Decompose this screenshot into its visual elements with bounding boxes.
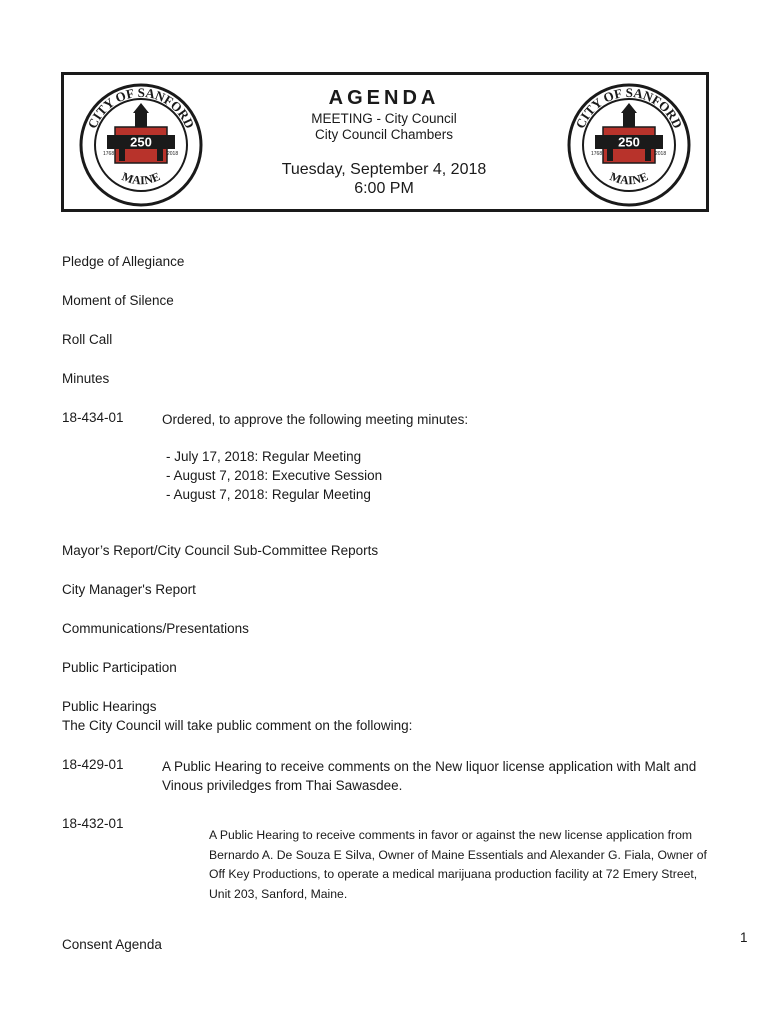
city-seal-left	[79, 83, 203, 207]
minutes-subitem: - August 7, 2018: Executive Session	[166, 468, 383, 483]
meeting-location: City Council Chambers	[314, 127, 454, 142]
city-seal-right	[567, 83, 691, 207]
seal-top-text: CITY OF SANFORD	[84, 84, 198, 131]
section-roll-call: Roll Call	[62, 332, 113, 347]
section-communications: Communications/Presentations	[62, 621, 249, 636]
seal-number: 250	[618, 134, 640, 150]
meeting-type: MEETING - City Council	[311, 111, 457, 126]
section-moment-of-silence: Moment of Silence	[62, 293, 174, 308]
seal-year-left: 1768	[591, 151, 603, 157]
item-text: A Public Hearing to receive comments in favor or against the new license application from Bernardo A. De Souza E Silva, Owner of Maine Essentials and Alexander G. Fiala, Owner of Off Key Productions, to operate a medical marijuana production facility at 72 Emery Street, Unit 203, Sanford, Maine.	[209, 828, 707, 901]
item-number: 18-432-01	[62, 816, 124, 831]
minutes-subitem: - July 17, 2018: Regular Meeting	[166, 449, 362, 464]
agenda-title: AGENDA	[328, 87, 440, 109]
seal-bottom-text: MAINE	[119, 169, 163, 188]
public-hearings-intro: The City Council will take public comment on the following:	[62, 718, 413, 733]
seal-top-text: CITY OF SANFORD	[572, 84, 686, 131]
section-pledge: Pledge of Allegiance	[62, 254, 185, 269]
page-number: 1	[740, 930, 748, 945]
meeting-date: Tuesday, September 4, 2018	[281, 161, 487, 178]
meeting-time: 6:00 PM	[354, 180, 414, 197]
seal-year-right: 2018	[655, 151, 667, 157]
section-public-hearings: Public Hearings	[62, 699, 157, 714]
section-public-participation: Public Participation	[62, 660, 177, 675]
item-number: 18-429-01	[62, 757, 124, 772]
minutes-subitem: - August 7, 2018: Regular Meeting	[166, 487, 371, 502]
item-number: 18-434-01	[62, 410, 124, 425]
seal-number: 250	[130, 134, 152, 150]
item-text: Ordered, to approve the following meeting minutes:	[162, 412, 469, 427]
seal-bottom-text: MAINE	[607, 169, 651, 188]
seal-year-right: 2018	[167, 151, 179, 157]
seal-year-left: 1768	[103, 151, 115, 157]
section-city-manager-report: City Manager's Report	[62, 582, 196, 597]
section-consent-agenda: Consent Agenda	[62, 937, 162, 952]
item-text: A Public Hearing to receive comments on the New liquor license application with Malt and Vinous priviledges from Thai Sawasdee.	[162, 759, 697, 793]
section-mayors-report: Mayor’s Report/City Council Sub-Committee Reports	[62, 543, 379, 558]
agenda-header-box	[61, 72, 709, 212]
section-minutes: Minutes	[62, 371, 110, 386]
